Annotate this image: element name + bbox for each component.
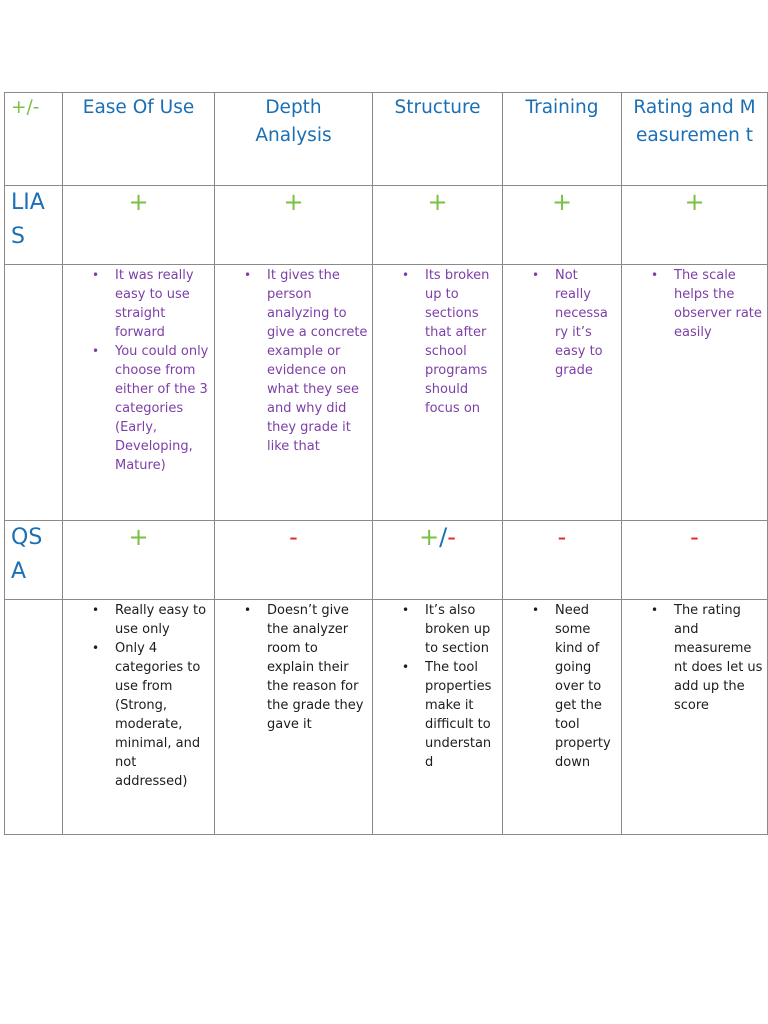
lias-training-notes-list <box>503 266 621 380</box>
qsa-notes-empty-cell <box>5 600 63 835</box>
qsa-structure-plus: + <box>419 523 440 551</box>
qsa-depth-minus-mark: - <box>289 523 298 551</box>
lias-rating-mark-cell <box>622 186 768 265</box>
list-item: • Need some kind of going over to get the tool property down <box>503 601 621 772</box>
lias-structure-notes-list <box>373 266 502 418</box>
list-item: • Not really necessa ry it’s easy to grade <box>503 266 621 380</box>
qsa-rating-notes-list <box>622 601 767 715</box>
header-structure: Structure <box>394 97 481 118</box>
lias-ease-notes-cell <box>63 265 215 521</box>
list-item: • The tool properties make it difficult to understan d <box>373 658 502 772</box>
list-item: • The scale helps the observer rate easily <box>622 266 767 342</box>
lias-training-plus-mark: + <box>551 188 573 216</box>
row-label-qsa: QS A <box>11 525 43 584</box>
lias-structure-plus-mark: + <box>427 188 448 216</box>
row-label-lias: LIA S <box>11 190 45 249</box>
qsa-structure-mark-cell <box>373 521 503 600</box>
qsa-structure-mixed-mark <box>373 521 502 552</box>
lias-structure-notes-cell <box>373 265 503 521</box>
qsa-rating-notes-cell <box>622 600 768 835</box>
qsa-structure-slash: / <box>439 523 448 551</box>
list-item: • It’s also broken up to section <box>373 601 502 658</box>
qsa-structure-notes-cell <box>373 600 503 835</box>
lias-training-mark-cell <box>503 186 622 265</box>
header-rating-cell <box>622 93 768 186</box>
header-structure-cell <box>373 93 503 186</box>
header-rating-and-measurement: Rating and Measuremen t <box>633 97 756 146</box>
list-item: • Its broken up to sections that after school programs should focus on <box>373 266 502 418</box>
list-item: • Doesn’t give the analyzer room to explain their the reason for the grade they gave it <box>215 601 372 734</box>
lias-rating-notes-list <box>622 266 767 342</box>
header-ease-cell <box>63 93 215 186</box>
header-depth-cell <box>215 93 373 186</box>
qsa-ease-plus-mark: + <box>128 523 149 551</box>
lias-depth-notes-cell <box>215 265 373 521</box>
qsa-mark-row <box>5 521 768 600</box>
list-item: • It was really easy to use straight forward <box>63 266 214 342</box>
header-depth-analysis: Depth Analysis <box>255 97 332 146</box>
header-plus-minus: +/- <box>11 97 40 118</box>
lias-notes-empty-cell <box>5 265 63 521</box>
qsa-rating-mark-cell <box>622 521 768 600</box>
lias-training-notes-cell <box>503 265 622 521</box>
qsa-notes-row <box>5 600 768 835</box>
qsa-training-minus-mark: - <box>557 523 567 551</box>
lias-rating-plus-mark: + <box>684 188 705 216</box>
lias-notes-row <box>5 265 768 521</box>
header-training-cell <box>503 93 622 186</box>
lias-ease-mark-cell <box>63 186 215 265</box>
list-item: • Really easy to use only <box>63 601 214 639</box>
lias-ease-notes-list <box>63 266 214 475</box>
header-row <box>5 93 768 186</box>
comparison-table <box>4 92 768 835</box>
qsa-depth-notes-cell <box>215 600 373 835</box>
list-item: • It gives the person analyzing to give a concrete example or evidence on what they see and why did they grade it like that <box>215 266 372 456</box>
qsa-training-notes-cell <box>503 600 622 835</box>
qsa-structure-minus: - <box>447 523 456 551</box>
qsa-label-cell <box>5 521 63 600</box>
qsa-ease-mark-cell <box>63 521 215 600</box>
qsa-structure-notes-list <box>373 601 502 772</box>
lias-rating-notes-cell <box>622 265 768 521</box>
list-item: • You could only choose from either of the 3 categories (Early, Developing, Mature) <box>63 342 214 475</box>
list-item: • Only 4 categories to use from (Strong, moderate, minimal, and not addressed) <box>63 639 214 791</box>
header-ease-of-use: Ease Of Use <box>82 97 195 118</box>
lias-mark-row <box>5 186 768 265</box>
lias-depth-notes-list <box>215 266 372 456</box>
qsa-training-notes-list <box>503 601 621 772</box>
qsa-ease-notes-list <box>63 601 214 791</box>
qsa-depth-notes-list <box>215 601 372 734</box>
qsa-depth-mark-cell <box>215 521 373 600</box>
lias-ease-plus-mark: + <box>128 188 149 216</box>
header-training: Training <box>525 97 599 118</box>
lias-depth-mark-cell <box>215 186 373 265</box>
list-item: • The rating and measureme nt does let us add up the score <box>622 601 767 715</box>
header-corner-cell <box>5 93 63 186</box>
qsa-training-mark-cell <box>503 521 622 600</box>
lias-structure-mark-cell <box>373 186 503 265</box>
lias-depth-plus-mark: + <box>283 188 304 216</box>
qsa-ease-notes-cell <box>63 600 215 835</box>
lias-label-cell <box>5 186 63 265</box>
qsa-rating-minus-mark: - <box>690 523 699 551</box>
